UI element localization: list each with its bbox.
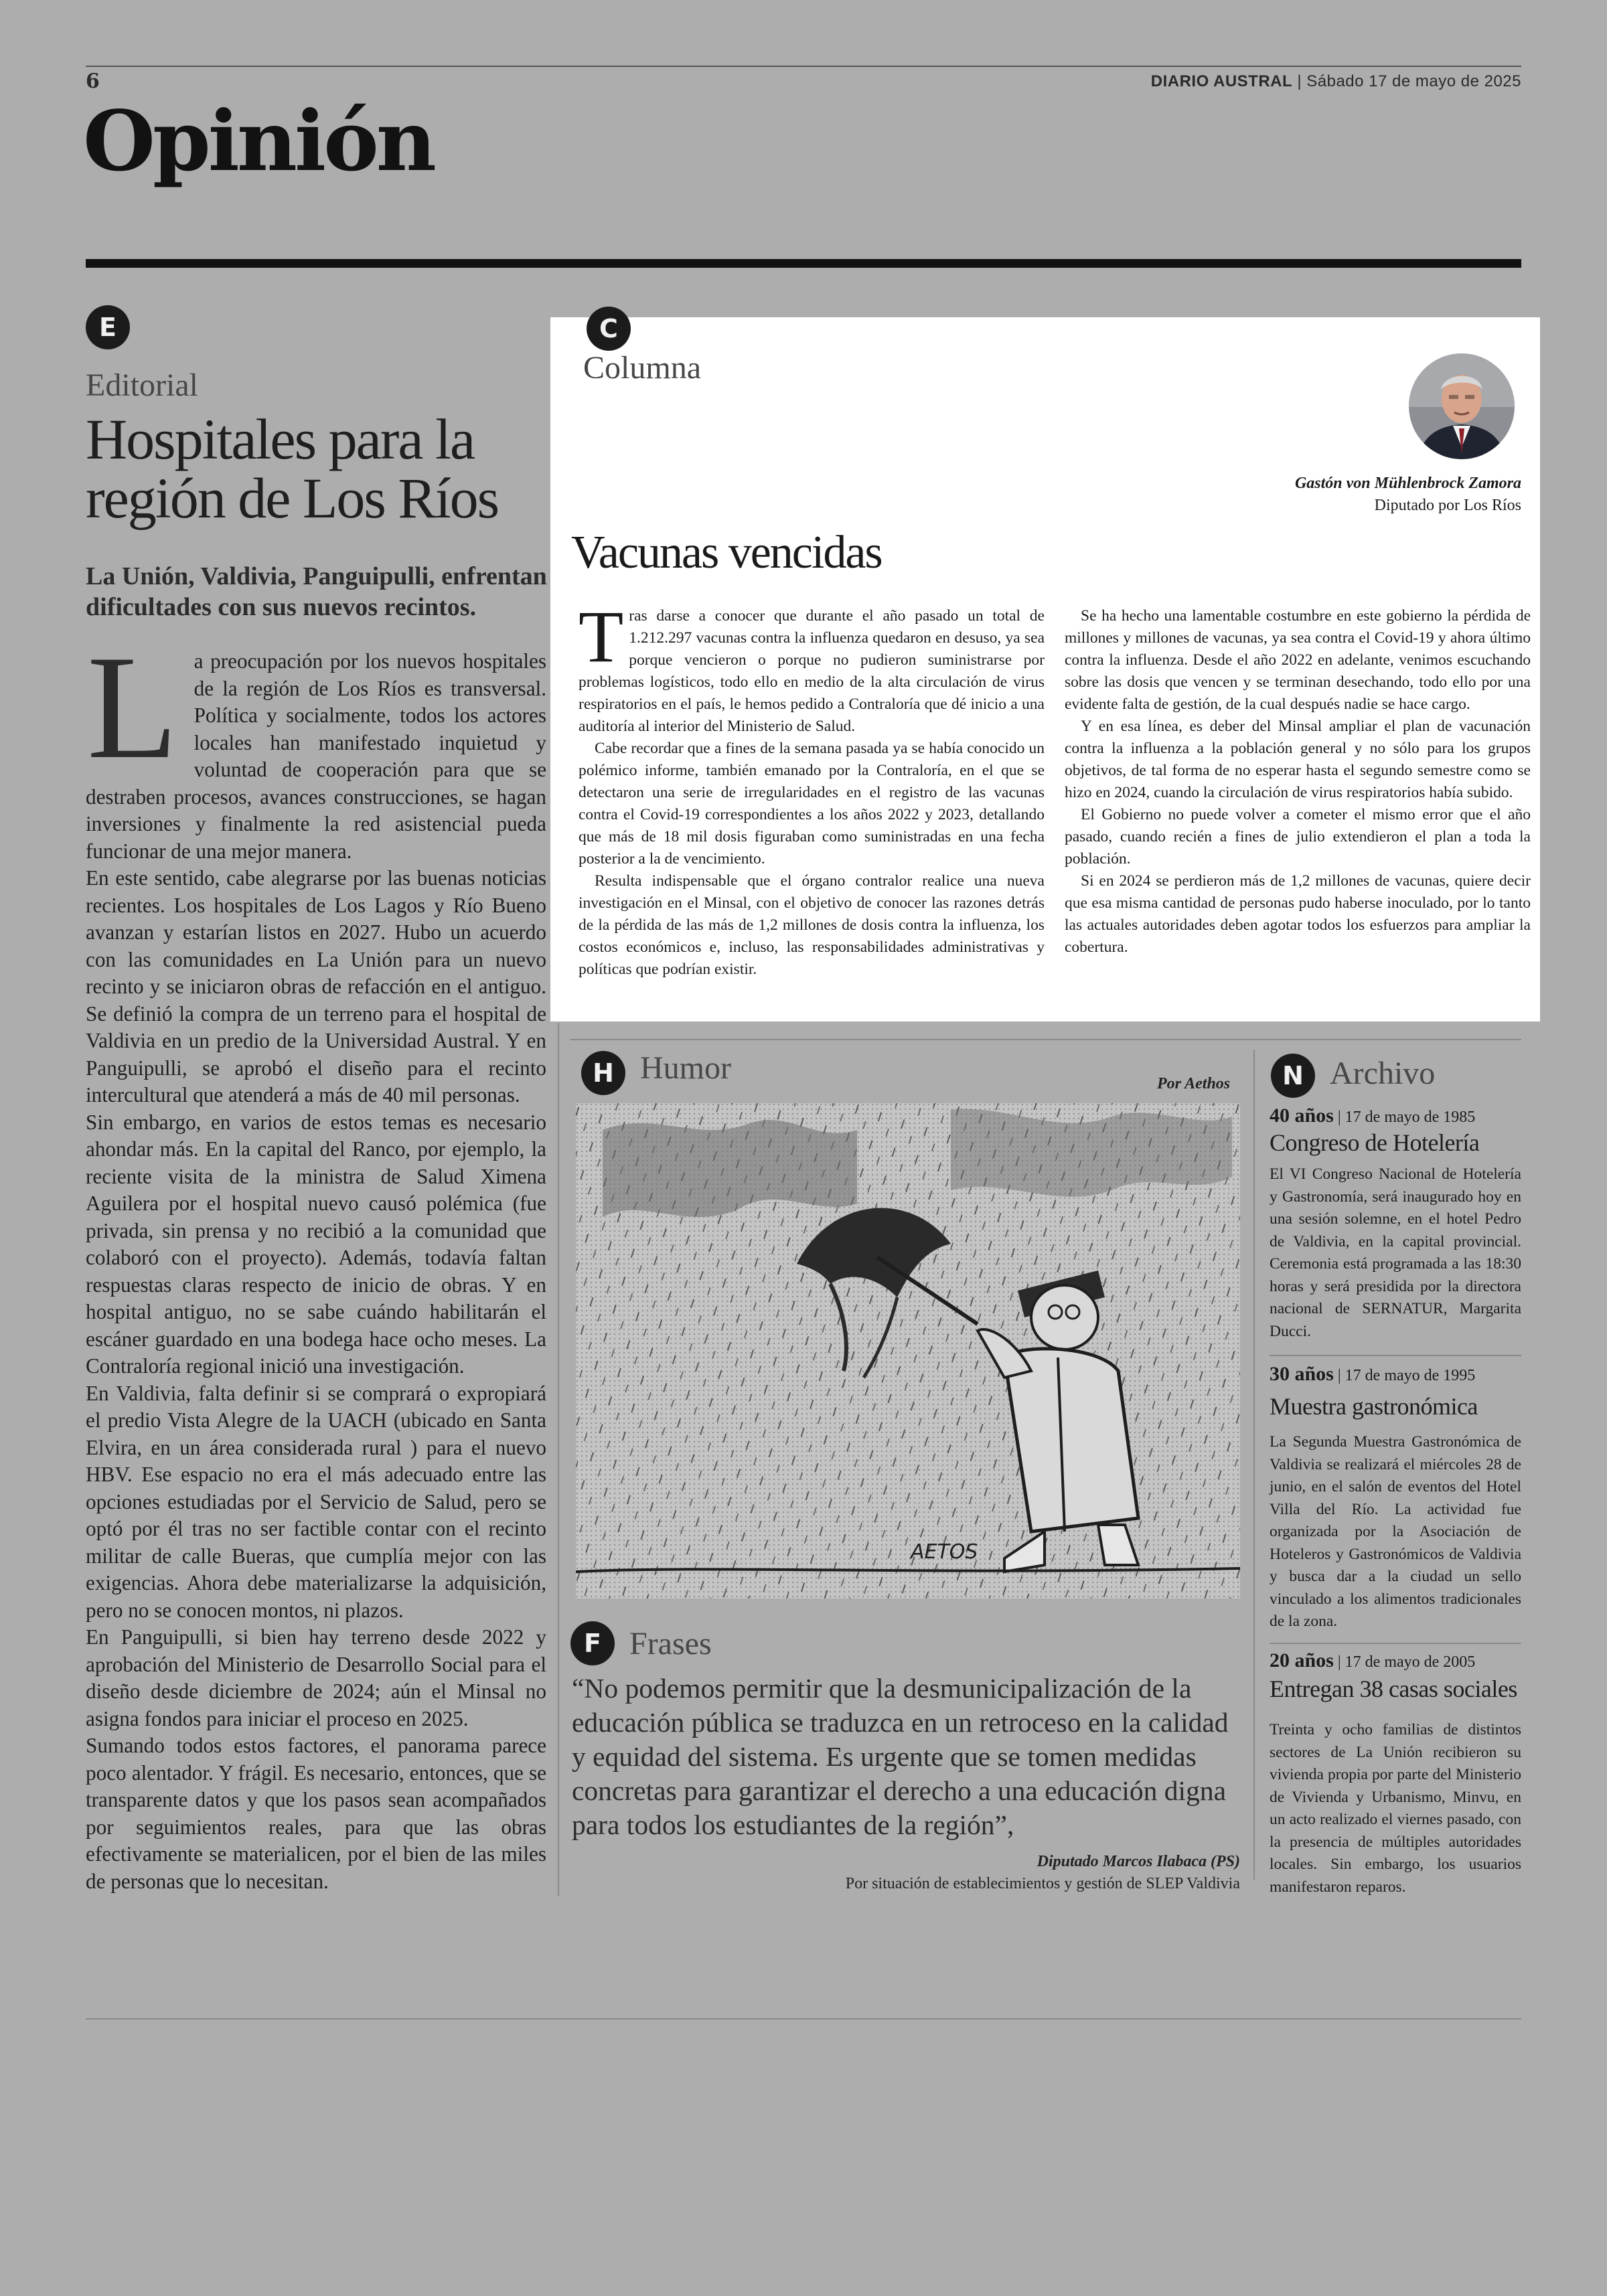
archivo-item-text: El VI Congreso Nacional de Hotelería y Gastronomía, será inaugurado hoy en una sesión solemne, en el hotel Pedro de Valdivia, en la capital provincial. Ceremonia está programada a las 18:30 horas y será presidida por la directora nacional de SERNATUR, Margarita Ducci. [1270,1165,1521,1340]
archivo-date: | 17 de mayo de 1995 [1337,1367,1476,1384]
column-paragraph: Resulta indispensable que el órgano contralor realice una nueva investigación en el Minsal, con el objetivo de conocer las razones detrás de la pérdida de las más de 1,2 millones de dosis contra la influenza, los costos económicos e, incluso, las responsabilidades administrativas y políticas que podrían existir. [579,872,1045,978]
editorial-deck: La Unión, Valdivia, Panguipulli, enfrentan dificultades con sus nuevos recintos. [86,562,547,621]
humor-badge: H [581,1051,625,1095]
editorial-title-line: Hospitales para la [86,407,475,471]
author-role: Diputado por Los Ríos [1374,497,1521,514]
archivo-years: 40 años [1270,1104,1334,1127]
editorial-paragraph: En Panguipulli, si bien hay terreno desde 2022 y aprobación del Ministerio de Desarrollo Social para el diseño desde diciembre de 2024; aún el Minsal no asigna fondos para iniciar el proceso en 2025. [86,1625,546,1730]
column-title: Vacunas vencidas [571,527,882,578]
column-paragraph: ras darse a conocer que durante el año pasado un total de 1.212.297 vacunas contra la influenza quedaron en desuso, ya sea porque vencieron o porque no pudieron suministrarse por problemas logísticos, todo ello en medio de la alta circulación de virus respiratorios en el país, le hemos pedido a Contraloría que dé inicio a una auditoría al interior del Ministerio de Salud. [579,607,1045,735]
column-author [1295,473,1521,517]
frases-author: Diputado Marcos Ilabaca (PS) [1037,1853,1240,1870]
archivo-kicker: Archivo [1330,1056,1436,1091]
top-rule [86,66,1521,67]
frases-context: Por situación de establecimientos y gestión de SLEP Valdivia [845,1875,1240,1892]
masthead [1151,72,1521,91]
editorial-badge: E [86,305,130,349]
editorial-kicker: Editorial [86,367,198,403]
archive-divider [1253,1050,1255,1880]
editorial-paragraph: En Valdivia, falta definir si se comprará o expropiará el predio Vista Alegre de la UACH (ubicado en Santa Elvira, en un área considerada rural ) para el nuevo HBV. Ese espacio no era el más adecuado entre las opciones estudiadas por el Servicio de Salud, pero se optó por él tras no ser factible contar con el recinto militar de calle Bueras, que cumplía mejor con las exigencias. Ahora debe materializarse la adquisición, pero no se conocen montos, ni plazos. [86,1381,546,1622]
frases-badge: F [570,1621,615,1665]
page-number: 6 [86,70,100,93]
editorial-dropcap: L [87,625,178,790]
column-paragraph: Se ha hecho una lamentable costumbre en este gobierno la pérdida de millones y millones de vacunas, ya sea contra el Covid-19 y ahora último contra la influenza. Desde el año 2022 en adelante, venimos escuchando sobre las dosis que vencen y se terminan desechando, todo ello por una evidente falta de gestión, de la cual después nadie se hace cargo. [1065,607,1531,713]
archivo-rule [1270,1355,1521,1356]
column-text-left [579,596,1045,981]
archivo-item-title: Entregan 38 casas sociales [1270,1675,1517,1702]
archivo-item-title: Muestra gastronómica [1270,1393,1478,1420]
archivo-item-header [1270,1363,1524,1386]
archivo-item-text: Treinta y ocho familias de distintos sectores de La Unión recibieron su vivienda propia por parte del Ministerio de Vivienda y Urbanismo, Minvu, en un acto realizado el viernes pasado, con la presencia de múltiples autoridades locales. Sin embargo, los usuarios manifestaron reparos. [1270,1721,1521,1896]
editorial-paragraph: a preocupación por los nuevos hospitales de la región de Los Ríos es transversal. Política y socialmente, todos los actores locales han manifestado inquietud y voluntad de cooperación para que se destraben procesos, avances construcciones, se hagan inversiones y finalmente la red asistencial pueda funcionar de una mejor manera. [86,649,546,863]
archivo-item-text: La Segunda Muestra Gastronómica de Valdivia se realizará el miércoles 28 de junio, en el salón de eventos del Hotel Villa del Río. La actividad fue organizada por la Asociación de Hoteleros y Gastronómicos de Valdivia y busca dar a la ciudad un sello vinculado a los alimentos tradicionales de la zona. [1270,1433,1521,1630]
archivo-item-header [1270,1104,1524,1127]
frases-quote: “No podemos permitir que la desmunicipalización de la educación pública se traduzca en un retroceso en la calidad y equidad del sistema. Es urgente que se tomen medidas concretas para garantizar el derecho a una educación digna para todos los estudiantes de la región”, [572,1673,1229,1840]
cartoon-signature: AETOS [911,1540,978,1564]
column-kicker: Columna [583,350,701,386]
section-rule [86,259,1521,268]
editorial-paragraph: Sin embargo, en varios de estos temas es necesario ahondar más. En la capital del Ranco, por ejemplo, la reciente visita de la ministra de Salud Ximena Aguilera por el hospital nuevo causó polémica (fue privada, sin prensa y no recibió a la comunidad que colaboró con el proyecto). Además, todavía faltan respuestas claras respecto de inicio de obras. Y en hospital antiguo, no se sabe cuándo habilitarán el escáner guardado en una bodega hace ocho meses. La Contraloría regional inició una investigación. [86,1110,546,1378]
umbrella-cartoon-icon [576,1103,1240,1598]
archivo-badge: N [1271,1054,1315,1098]
publication-date: | Sábado 17 de mayo de 2025 [1297,72,1521,90]
column-dropcap: T [579,596,624,677]
archivo-item-header [1270,1649,1524,1672]
archivo-years: 20 años [1270,1649,1334,1671]
archivo-date: | 17 de mayo de 2005 [1337,1653,1476,1671]
archivo-years: 30 años [1270,1363,1334,1385]
column-paragraph: Si en 2024 se perdieron más de 1,2 millones de vacunas, quiere decir que esa misma cantidad de personas pudo haberse inoculado, por lo tanto las actuales autoridades deben agotar todos los esfuerzos para ampliar la cobertura. [1065,872,1531,956]
editorial-paragraph: Sumando todos estos factores, el panorama parece poco alentador. Y frágil. Es necesario, entonces, que se transparente datos y que los pasos sean acompañados por seguimientos reales, para que las obras efectivamente se materialicen, por el bien de las miles de personas que lo necesitan. [86,1734,546,1893]
archivo-date: | 17 de mayo de 1985 [1337,1109,1476,1126]
editorial-title-line: región de Los Ríos [86,466,499,530]
humor-credit: Por Aethos [1157,1075,1231,1092]
archivo-item-title: Congreso de Hotelería [1270,1129,1480,1156]
bottom-rule [86,2018,1521,2020]
column-divider [558,1023,559,1896]
humor-cartoon [576,1103,1240,1598]
humor-top-rule [570,1039,1521,1040]
author-portrait-icon [1409,353,1515,459]
column-paragraph: Y en esa línea, es deber del Minsal ampliar el plan de vacunación contra la influenza a la población general y no sólo para los grupos objetivos, de tal forma de no esperar hasta el segundo semestre como se hizo en 2024, cuando la circulación de virus respiratorios había subido. [1065,718,1531,801]
author-name: Gastón von Mühlenbrock Zamora [1294,475,1521,492]
column-paragraph: Cabe recordar que a fines de la semana pasada ya se había conocido un polémico informe, también emanado por la Contraloría, en el que se detectaron una serie de irregularidades en el registro de las vacunas contra el Covid-19 correspondientes a los años 2022 y 2023, detallando que más de 18 mil dosis figuraban como suministradas en una fecha posterior a la de vencimiento. [579,740,1045,868]
editorial-body [86,625,546,1895]
column-paragraph: El Gobierno no puede volver a cometer el mismo error que el año pasado, cuando recién a fines de julio extendieron el plan a toda la población. [1065,806,1531,868]
publication-name: DIARIO AUSTRAL [1150,72,1293,90]
author-photo [1409,353,1515,459]
column-text-right [1065,605,1531,959]
frases-kicker: Frases [629,1626,712,1661]
column-badge: C [587,307,631,351]
section-title: Opinión [83,93,434,190]
humor-kicker: Humor [640,1050,731,1086]
editorial-paragraph: En este sentido, cabe alegrarse por las buenas noticias recientes. Los hospitales de Los Lagos y Río Bueno avanzan y estarían listos en 2027. Hubo un acuerdo con las comunidades en La Unión para un nuevo recinto y se iniciaron obras de refacción en el antiguo. Se definió la compra de un terreno para el hospital de Valdivia en un predio de la Universidad Austral. Y en Panguipulli, se aprobó el diseño para el recinto intercultural que atenderá a más de 40 mil personas. [86,866,546,1106]
archivo-rule [1270,1643,1521,1644]
editorial-title [86,407,554,530]
